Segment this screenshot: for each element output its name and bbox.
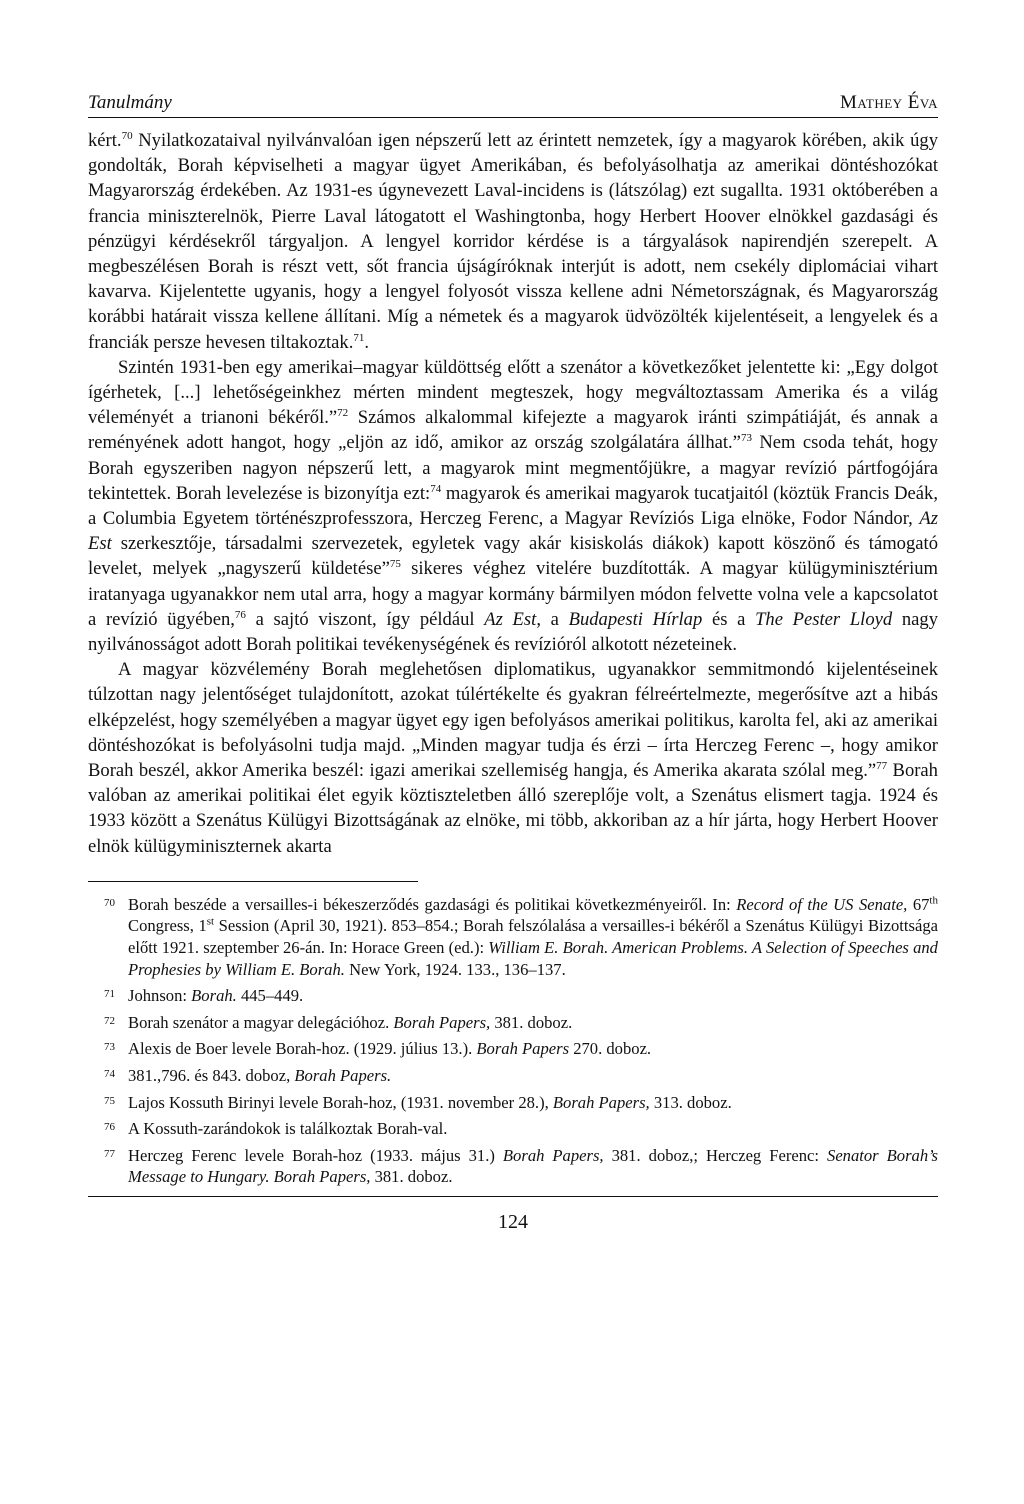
text-run: , a xyxy=(536,608,569,630)
text-run: New York, 1924. 133., 136–137. xyxy=(344,959,566,979)
footnote-number: 76 xyxy=(104,1121,115,1134)
text-run: Session (April 30, 1921). 853–854.; Borah felszólalása a versailles-i békéről a Szenátus Külügyi Bizottsága előtt 1921. szeptember 26-án. In: Horace Green (ed.): xyxy=(128,916,938,958)
ordinal-suffix: st xyxy=(206,915,215,928)
text-run: A Kossuth-zarándokok is találkoztak Borah-val. xyxy=(128,1119,448,1139)
footnote-73 xyxy=(88,1038,938,1060)
footnote-74 xyxy=(88,1065,938,1087)
text-run: kért. xyxy=(88,130,122,151)
italic-title: William E. Borah. American Problems. A Selection of Speeches and Prophesies by William E. Borah. xyxy=(128,938,938,979)
text-run: 381.,796. és 843. doboz, xyxy=(128,1066,295,1086)
footnote-text xyxy=(128,1065,938,1087)
text-run: sikeres véghez vitelére buzdították. A magyar külügyminisztérium iratanyaga ugyanakkor nem utal arra, hogy a magyar kormány bármilyen módon felvette volna vele a kapcsolatot a revízió ügyében, xyxy=(88,558,938,630)
footnote-ref[interactable]: 72 xyxy=(337,407,349,420)
footnote-number: 75 xyxy=(104,1094,115,1107)
footnote-ref[interactable]: 73 xyxy=(740,432,752,445)
running-author: Mathey Éva xyxy=(840,92,938,113)
footnote-72 xyxy=(88,1012,938,1034)
text-run: 381. doboz. xyxy=(490,1012,573,1032)
page-number: 124 xyxy=(498,1211,528,1234)
footnote-text xyxy=(128,1145,938,1188)
italic-title: Record of the US Senate, xyxy=(736,894,908,914)
footer-rule xyxy=(88,1196,938,1197)
text-run: 313. doboz. xyxy=(649,1092,732,1112)
italic-title: Borah Papers. xyxy=(294,1066,392,1086)
paragraph-3 xyxy=(88,657,938,859)
footnote-number: 70 xyxy=(104,896,115,909)
text-run: szerkesztője, társadalmi szervezetek, egyletek vagy akár kisiskolás diákok) kapott köszönő és támogató levelet, melyek „nagyszerű küldetése” xyxy=(88,533,938,580)
footnotes xyxy=(88,894,938,1188)
body-text xyxy=(88,128,938,859)
text-run: Borah beszéde a versailles-i békeszerződés gazdasági és politikai következményeiről. In: xyxy=(128,894,737,914)
italic-title: Senator Borah’s Message to Hungary. Borah Papers, xyxy=(128,1145,938,1187)
ordinal-suffix: th xyxy=(929,894,938,907)
footnote-number: 77 xyxy=(104,1147,115,1160)
footnote-ref[interactable]: 74 xyxy=(430,482,442,495)
footnote-number: 73 xyxy=(104,1041,115,1054)
footnote-ref[interactable]: 77 xyxy=(876,759,888,772)
footnote-separator xyxy=(88,881,418,882)
text-run: Számos alkalommal kifejezte a magyarok iránti szimpátiáját, és annak a reményének adott hangot, hogy „eljön az idő, amikor az ország szolgálatára állhat.” xyxy=(88,407,939,454)
text-run: Congress, 1 xyxy=(128,916,207,936)
footnote-text xyxy=(128,985,938,1007)
footnote-ref[interactable]: 71 xyxy=(353,331,365,344)
text-run: . xyxy=(364,331,369,353)
footnote-ref[interactable]: 70 xyxy=(121,129,133,142)
footnote-77 xyxy=(88,1145,938,1188)
italic-title: The Pester Lloyd xyxy=(755,608,893,630)
paragraph-2 xyxy=(88,355,938,657)
footnote-ref[interactable]: 75 xyxy=(389,558,401,571)
paragraph-1 xyxy=(88,128,938,355)
text-run: és a xyxy=(702,608,756,630)
text-run: 381. doboz. xyxy=(370,1167,453,1187)
text-run: Lajos Kossuth Birinyi levele Borah-hoz, (1931. november 28.), xyxy=(128,1092,553,1112)
text-run: Herczeg Ferenc levele Borah-hoz (1933. május 31.) xyxy=(128,1145,503,1165)
running-header xyxy=(88,86,938,118)
text-run: A magyar közvélemény Borah meglehetősen diplomatikus, ugyanakkor semmitmondó kijelentéseinek túlzottan nagy jelentőséget tulajdonított, azokat túlértékelte és gyakran félreértelmezte, megerősítve azt a hibás elképzelést, hogy személyében a magyar ügyet egy igen befolyásos amerikai politikus, karolta fel, aki az amerikai döntéshozókat is befolyásolni tudja majd. „Minden magyar tudja és érzi – írta Herczeg Ferenc –, hogy amikor Borah beszél, akkor Amerika beszél: igazi amerikai szellemiség hangja, és Amerika akarata szólal meg.” xyxy=(88,659,938,782)
footnote-70 xyxy=(88,894,938,980)
footnote-ref[interactable]: 76 xyxy=(234,608,246,621)
footnote-number: 74 xyxy=(104,1068,115,1081)
text-run: nagy nyilvánosságot adott Borah politikai tevékenységének és revízióról alkotott nézeteinek. xyxy=(88,608,939,656)
page xyxy=(88,86,938,1234)
footnote-75 xyxy=(88,1092,938,1114)
footnote-number: 72 xyxy=(104,1014,115,1027)
text-run: 381. doboz,; Herczeg Ferenc: xyxy=(603,1145,828,1165)
italic-title: Borah Papers, xyxy=(502,1145,604,1165)
text-run: 445–449. xyxy=(236,986,304,1006)
italic-title: Borah Papers, xyxy=(552,1092,650,1112)
text-run: Szintén 1931-ben egy amerikai–magyar küldöttség előtt a szenátor a következőket jelentette ki: „Egy dolgot ígérhetek, [...] lehetőségeinkhez mérten mindent megteszek, hogy megváltoztassam Amerika és a világ véleményét a trianoni békéről.” xyxy=(88,356,938,429)
text-run: Nem csoda tehát, hogy Borah egyszeriben nagyon népszerű lett, a magyarok mint megmentőjükre, a magyar revízió pártfogójára tekintettek. Borah levelezése is bizonyítja ezt: xyxy=(88,432,938,504)
text-run: Johnson: xyxy=(128,986,192,1006)
footnote-text xyxy=(128,1118,938,1140)
text-run: Borah szenátor a magyar delegációhoz. xyxy=(128,1012,394,1032)
italic-title: Az Est xyxy=(88,508,938,555)
footnote-text xyxy=(128,1038,938,1060)
footnote-76 xyxy=(88,1118,938,1140)
text-run: Alexis de Boer levele Borah-hoz. (1929. július 13.). xyxy=(128,1039,477,1059)
running-title: Tanulmány xyxy=(88,92,172,113)
text-run: 270. doboz. xyxy=(569,1039,652,1059)
text-run: a sajtó viszont, így például xyxy=(245,608,485,630)
text-run: 67 xyxy=(907,894,930,914)
footnote-text xyxy=(128,894,938,980)
italic-title: Az Est xyxy=(484,608,537,630)
footnote-number: 71 xyxy=(104,988,115,1001)
footnote-text xyxy=(128,1092,938,1114)
footnote-text xyxy=(128,1012,938,1034)
italic-title: Borah Papers, xyxy=(393,1012,491,1032)
footnote-71 xyxy=(88,985,938,1007)
text-run: magyarok és amerikai magyarok tucatjaitól (köztük Francis Deák, a Columbia Egyetem történészprofesszora, Herczeg Ferenc, a Magyar Revíziós Liga elnöke, Fodor Nándor, xyxy=(88,482,938,530)
italic-title: Budapesti Hírlap xyxy=(568,608,703,630)
text-run: Borah valóban az amerikai politikai élet egyik köztiszteletben álló szereplője volt, a Szenátus elismert tagja. 1924 és 1933 között a Szenátus Külügyi Bizottságának az elnöke, mi több, akkoriban az a hír járta, hogy Herbert Hoover elnök külügyminiszternek akarta xyxy=(88,760,938,857)
italic-title: Borah. xyxy=(191,986,237,1006)
text-run: Nyilatkozataival nyilvánvalóan igen népszerű lett az érintett nemzetek, így a magyarok körében, akik úgy gondolták, Borah képviselheti a magyar ügyet Amerikában, és befolyásolhatja az amerikai döntéshozókat Magyarország érdekében. Az 1931-es úgynevezett Laval-incidens is (látszólag) ezt sugallta. 1931 októberében a francia miniszterelnök, Pierre Laval látogatott el Washingtonba, hogy Herbert Hoover elnökkel gazdasági és pénzügyi kérdésekről tárgyaljon. A lengyel korridor kérdése is a tárgyalások napirendjén szerepelt. A megbeszélésen Borah is részt vett, sőt francia újságíróknak interjút is adott, nem csekély diplomáciai vihart kavarva. Kijelentette ugyanis, hogy a lengyel folyosót vissza kellene adni Németországnak, és Magyarország korábbi határait vissza kellene állítani. Míg a németek és a magyarok üdvözölték kijelentéseit, a lengyelek és a franciák persze hevesen tiltakoztak. xyxy=(88,130,938,353)
italic-title: Borah Papers xyxy=(476,1039,570,1059)
